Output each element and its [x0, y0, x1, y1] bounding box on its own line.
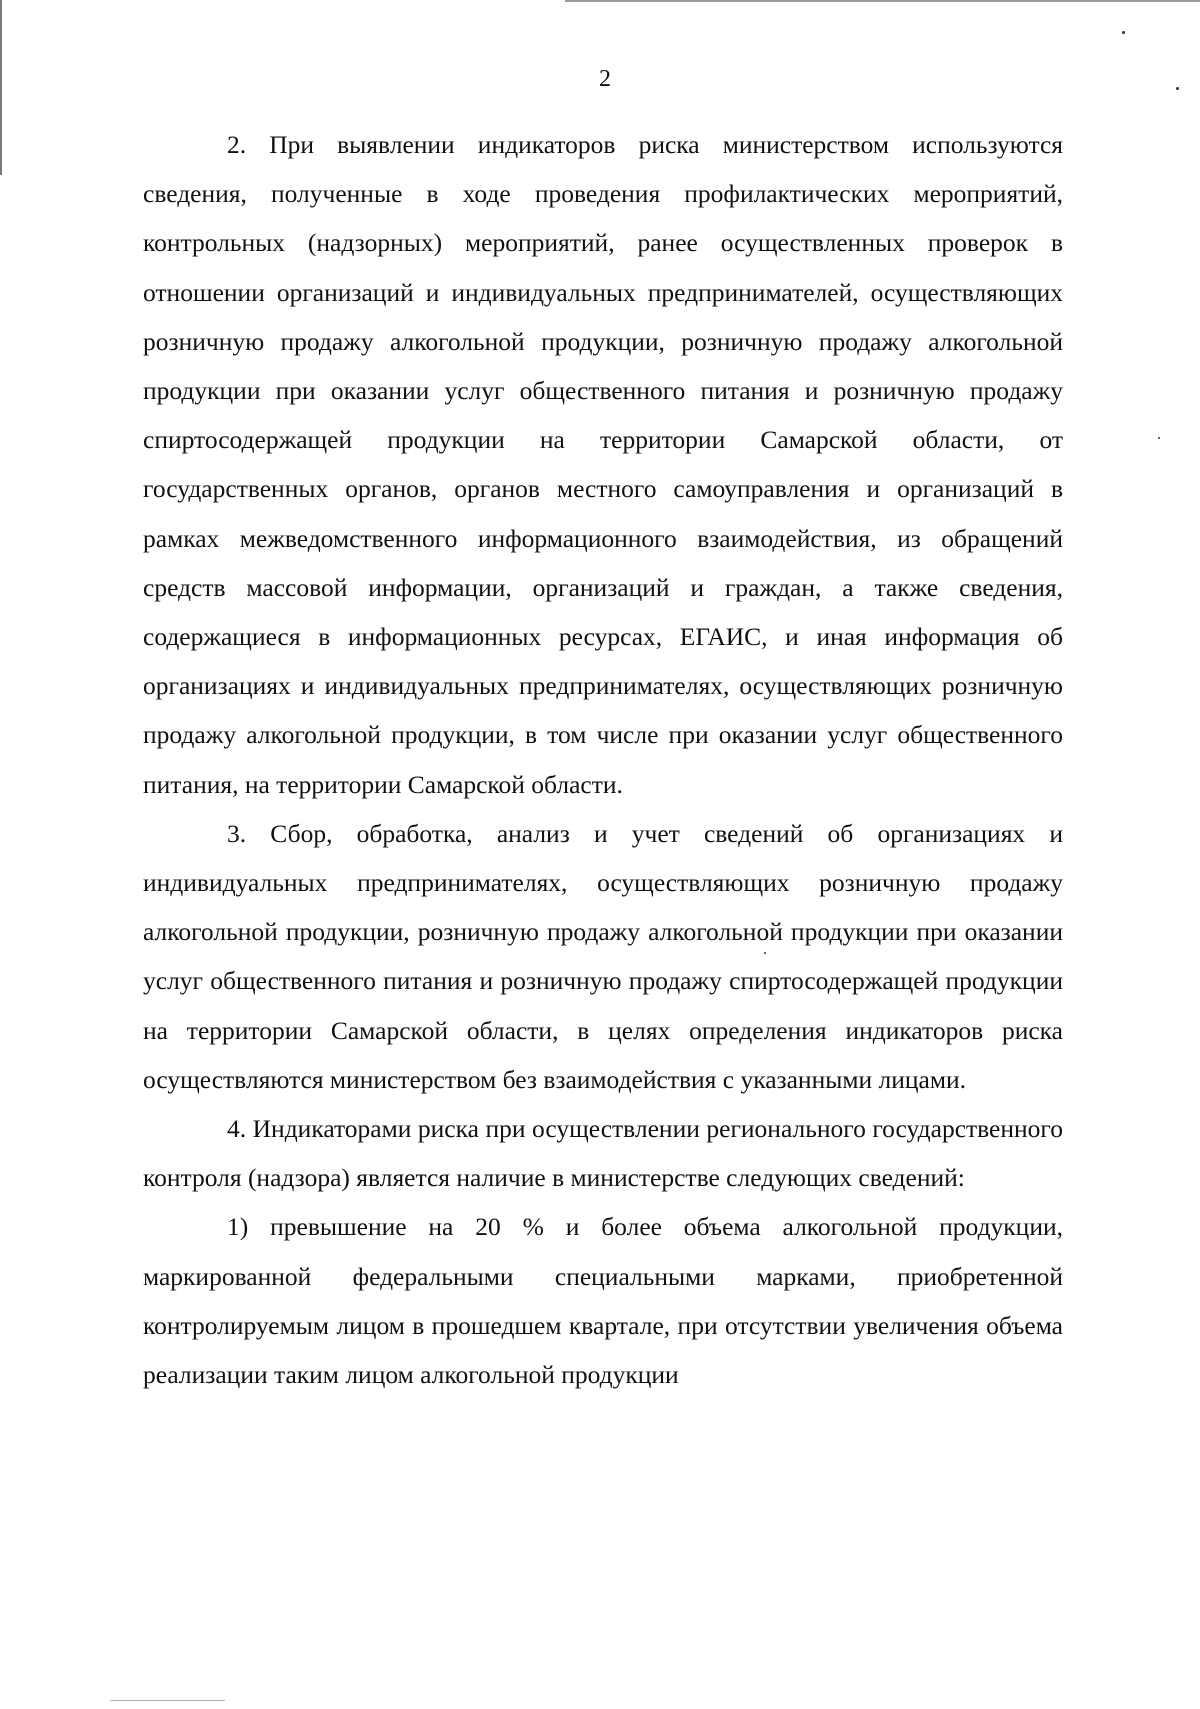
scan-edge-bottom	[110, 1700, 225, 1701]
scan-speck	[1158, 437, 1160, 439]
scan-edge-top	[565, 0, 1200, 2]
scan-speck	[1122, 31, 1125, 34]
paragraph-4: 4. Индикаторами риска при осуществлении регионального государственного контроля (надзора) является наличие в министерстве следующих сведений:	[143, 1114, 1063, 1193]
document-body	[143, 120, 1063, 1399]
page-number: 2	[599, 66, 611, 92]
paragraph-4-item-1: 1) превышение на 20 % и более объема алкогольной продукции, маркированной федеральными специальными марками, приобретенной контролируемым лицом в прошедшем квартале, при отсутствии увеличения объема реализации таким лицом алкогольной продукции	[143, 1212, 1063, 1390]
paragraph-2: 2. При выявлении индикаторов риска министерством используются сведения, полученные в ходе проведения профилактических мероприятий, контрольных (надзорных) мероприятий, ранее осуществленных проверок в отношении организаций и индивидуальных предпринимателей, осуществляющих розничную продажу алкогольной продукции, розничную продажу алкогольной продукции при оказании услуг общественного питания и розничную продажу спиртосодержащей продукции на территории Самарской области, от государственных органов, органов местного самоуправления и организаций в рамках межведомственного информационного взаимодействия, из обращений средств массовой информации, организаций и граждан, а также сведения, содержащиеся в информационных ресурсах, ЕГАИС, и иная информация об организациях и индивидуальных предпринимателях, осуществляющих розничную продажу алкогольной продукции, в том числе при оказании услуг общественного питания, на территории Самарской области.	[143, 130, 1063, 799]
paragraph-3: 3. Сбор, обработка, анализ и учет сведений об организациях и индивидуальных предпринимателях, осуществляющих розничную продажу алкогольной продукции, розничную продажу алкогольной продукции при оказании услуг общественного питания и розничную продажу спиртосодержащей продукции на территории Самарской области, в целях определения индикаторов риска осуществляются министерством без взаимодействия с указанными лицами.	[143, 818, 1063, 1094]
